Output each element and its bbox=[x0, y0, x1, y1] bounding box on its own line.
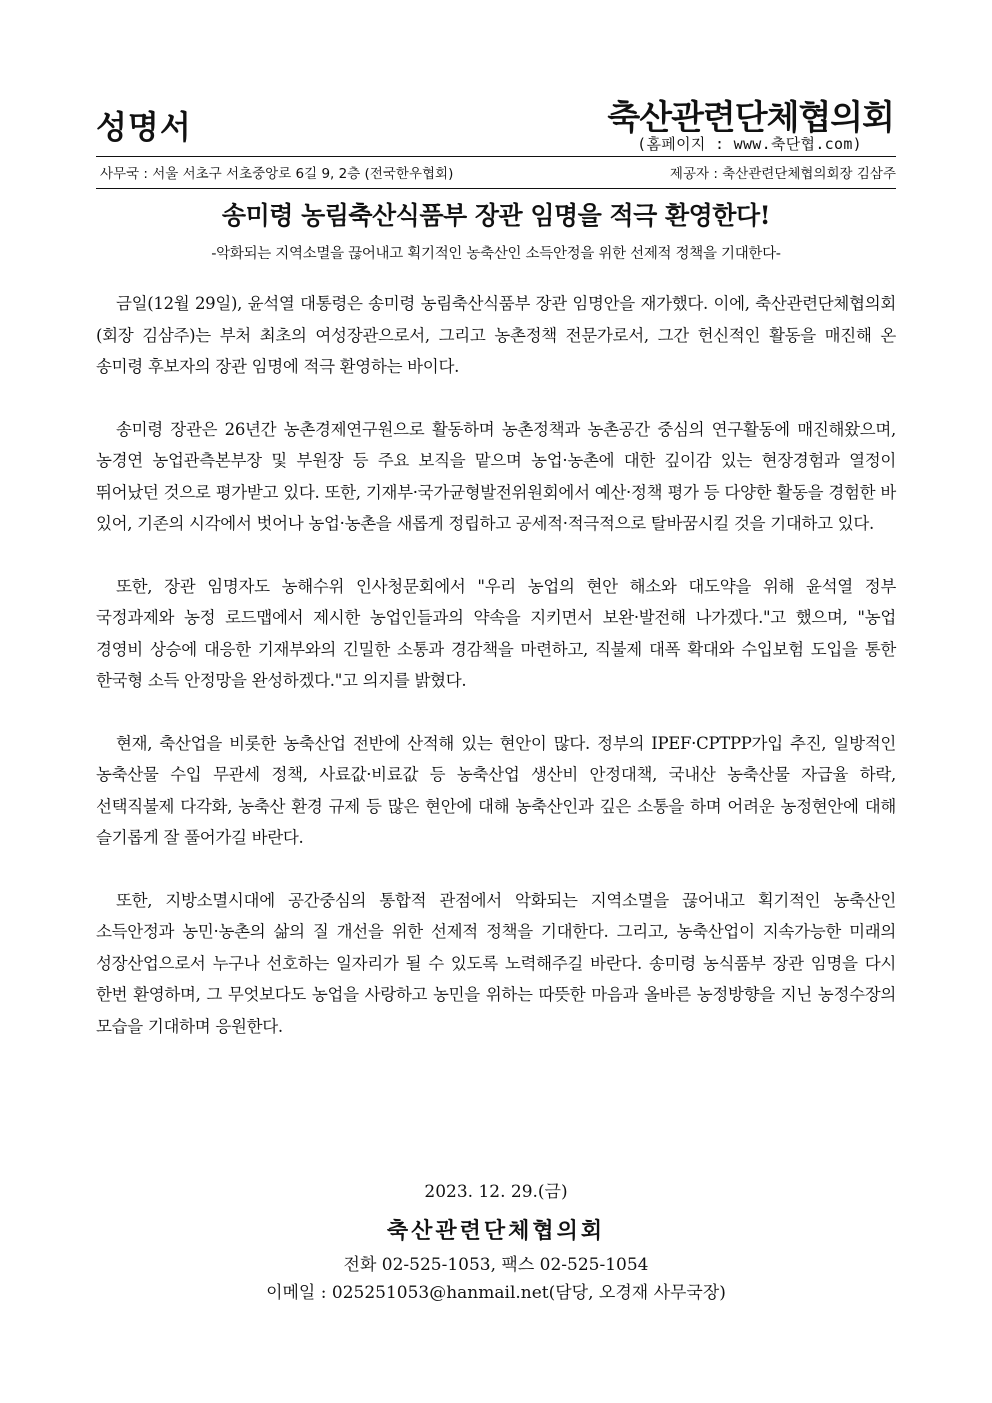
paragraph-3: 또한, 장관 임명자도 농해수위 인사청문회에서 "우리 농업의 현안 해소와 대도약을 위해 윤석열 정부 국정과제와 농정 로드맵에서 제시한 농업인들과의 약속을 지키면서 보완·발전해 나가겠다."고 했으며, "농업 경영비 상승에 대응한 기재부와의 긴밀한 소통과 경감책을 마련하고, 직불제 대폭 확대와 수입보험 도입을 통한 한국형 소득 안정망을 완성하겠다."고 의지를 밝혔다. bbox=[96, 576, 896, 690]
footer-organization: 축산관련단체협의회 bbox=[386, 1218, 606, 1244]
organization-title: 축산관련단체협의회 bbox=[607, 98, 894, 138]
office-address: 사무국 : 서울 서초구 서초중앙로 6길 9, 2층 (전국한우협회) bbox=[100, 166, 454, 182]
footer-email: 이메일 : 025251053@hanmail.net(담당, 오경재 사무국장) bbox=[266, 1283, 726, 1303]
document-type-label: 성명서 bbox=[96, 108, 192, 146]
header-top-divider bbox=[96, 156, 896, 157]
headline: 송미령 농림축산식품부 장관 임명을 적극 환영한다! bbox=[221, 201, 771, 230]
header-bottom-divider bbox=[96, 188, 896, 189]
provider-info: 제공자 : 축산관련단체협의회장 김삼주 bbox=[669, 166, 896, 182]
paragraph-1: 금일(12월 29일), 윤석열 대통령은 송미령 농림축산식품부 장관 임명안을 재가했다. 이에, 축산관련단체협의회(회장 김삼주)는 부처 최초의 여성장관으로서, 그리고 농촌정책 전문가로서, 그간 헌신적인 활동을 매진해 온 송미령 후보자의 장관 임명에 적극 환영하는 바이다. bbox=[96, 294, 896, 376]
paragraph-4: 현재, 축산업을 비롯한 농축산업 전반에 산적해 있는 현안이 많다. 정부의 IPEF·CPTPP가입 추진, 일방적인 농축산물 수입 무관세 정책, 사료값·비료값 등 농축산업 생산비 안정대책, 국내산 농축산물 자급율 하락, 선택직불제 다각화, 농축산 환경 규제 등 많은 현안에 대해 농축산인과 깊은 소통을 하며 어려운 농정현안에 대해 슬기롭게 잘 풀어가길 바란다. bbox=[96, 733, 896, 847]
homepage-line: (홈페이지 : www.축단협.com) bbox=[637, 135, 862, 153]
paragraph-2: 송미령 장관은 26년간 농촌경제연구원으로 활동하며 농촌정책과 농촌공간 중심의 연구활동에 매진해왔으며, 농경연 농업관측본부장 및 부원장 등 주요 보직을 맡으며 농업·농촌에 대한 깊이감 있는 현장경험과 열정이 뛰어났던 것으로 평가받고 있다. 또한, 기재부·국가균형발전위원회에서 예산·정책 평가 등 다양한 활동을 경험한 바 있어, 기존의 시각에서 벗어나 농업·농촌을 새롭게 정립하고 공세적·적극적으로 탈바꿈시킬 것을 기대하고 있다. bbox=[96, 419, 896, 533]
paragraph-5: 또한, 지방소멸시대에 공간중심의 통합적 관점에서 악화되는 지역소멸을 끊어내고 획기적인 농축산인 소득안정과 농민·농촌의 삶의 질 개선을 위한 선제적 정책을 기대한다. 그리고, 농축산업이 지속가능한 미래의 성장산업으로서 누구나 선호하는 일자리가 될 수 있도록 노력해주길 바란다. 송미령 농식품부 장관 임명을 다시 한번 환영하며, 그 무엇보다도 농업을 사랑하고 농민을 위하는 따뜻한 마음과 올바른 농정방향을 지닌 농정수장의 모습을 기대하며 응원한다. bbox=[96, 890, 896, 1036]
footer-phone-fax: 전화 02-525-1053, 팩스 02-525-1054 bbox=[343, 1255, 649, 1275]
statement-date: 2023. 12. 29.(금) bbox=[424, 1182, 568, 1202]
statement-body bbox=[96, 288, 896, 1073]
subheadline: -악화되는 지역소멸을 끊어내고 획기적인 농축산인 소득안정을 위한 선제적 정책을 기대한다- bbox=[211, 246, 781, 262]
